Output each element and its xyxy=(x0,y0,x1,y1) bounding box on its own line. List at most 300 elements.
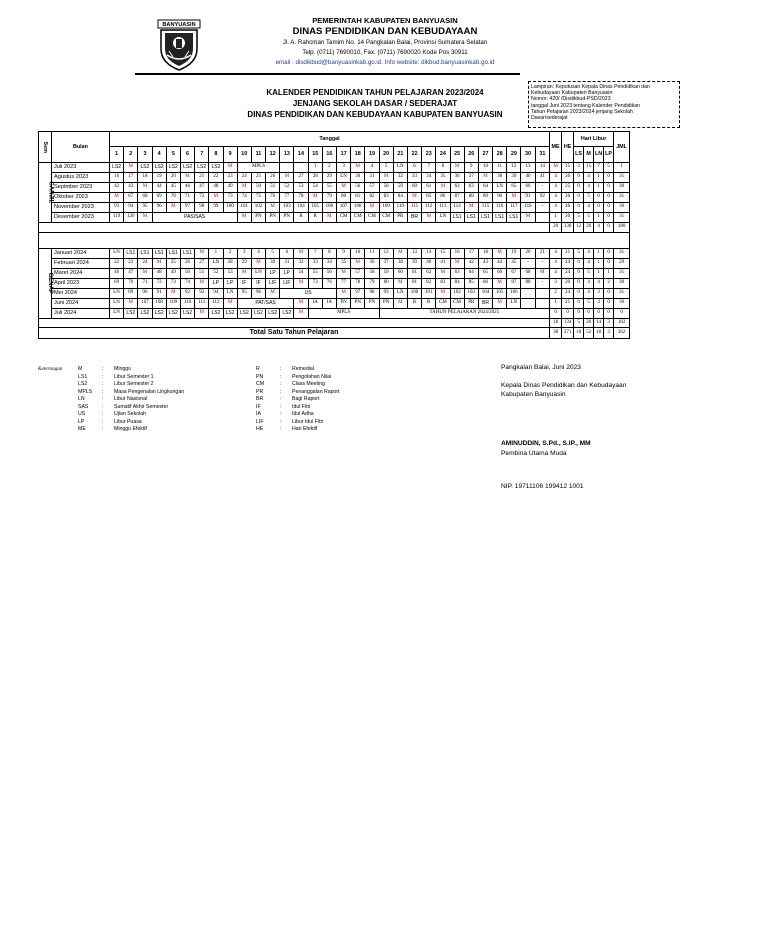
day-cell: M xyxy=(322,213,336,223)
day-cell: LS1 xyxy=(493,213,507,223)
day-cell: 108 xyxy=(152,298,166,308)
lp-value: 0 xyxy=(604,173,614,183)
legend-code: LS1 xyxy=(78,373,88,380)
day-cell: R xyxy=(308,213,322,223)
month-name: Agustus 2023 xyxy=(52,173,110,183)
day-cell: 18 xyxy=(478,248,492,258)
m-value: 4 xyxy=(584,173,594,183)
legend-desc: Pengolahan Nilai xyxy=(292,373,332,380)
day-cell: 115 xyxy=(478,203,492,213)
day-cell: 30 xyxy=(351,173,365,183)
legend-item xyxy=(78,381,184,389)
day-cell: 44 xyxy=(152,183,166,193)
day-cell: 16 xyxy=(450,248,464,258)
day-cell: LN xyxy=(493,183,507,193)
me-value: 4 xyxy=(550,268,562,278)
m-value: 4 xyxy=(584,278,594,288)
me-value: 4 xyxy=(550,203,562,213)
day-cell: 79 xyxy=(365,278,379,288)
day-cell: M xyxy=(436,183,450,193)
day-cell: BR xyxy=(407,213,421,223)
day-cell: 55 xyxy=(322,183,336,193)
header-divider xyxy=(135,73,520,75)
day-cell: 13 xyxy=(521,163,535,173)
day-header: 25 xyxy=(450,147,464,163)
legend-code: BR xyxy=(256,396,264,402)
day-cell: 22 xyxy=(110,258,124,268)
legend-sep: : xyxy=(280,388,282,395)
day-cell: LN xyxy=(507,298,521,308)
day-cell: LS2 xyxy=(237,308,251,318)
day-cell: 80 xyxy=(379,278,393,288)
jml-value: 30 xyxy=(614,278,630,288)
day-cell: 111 xyxy=(407,203,421,213)
year-total-lp: 3 xyxy=(604,328,614,339)
ls-value: 0 xyxy=(574,268,584,278)
legend-code: M xyxy=(78,366,83,372)
legend-item xyxy=(78,366,184,374)
legend-sep: : xyxy=(102,418,104,425)
m-value: 5 xyxy=(584,193,594,203)
month-row xyxy=(39,183,630,193)
day-cell: 99 xyxy=(379,288,393,298)
spacer-cell xyxy=(39,232,630,248)
signer-name: AMINUDDIN, S.Pd., S.IP., MM xyxy=(501,440,591,447)
day-cell: 5 xyxy=(266,248,280,258)
day-cell: PR xyxy=(393,213,407,223)
day-cell: PAT/SAS xyxy=(237,298,294,308)
total-he: 138 xyxy=(562,223,574,233)
lampiran-box xyxy=(528,81,680,128)
day-cell: MPLS xyxy=(237,163,280,173)
total-jml: 180 xyxy=(614,223,630,233)
day-cell: M xyxy=(138,213,152,223)
day-cell: 74 xyxy=(237,193,251,203)
legend-item xyxy=(256,396,340,404)
place-date: Pangkalan Balai, Juni 2023 xyxy=(501,364,581,371)
day-cell: M xyxy=(493,298,507,308)
ln-value: 1 xyxy=(594,173,604,183)
m-value: 4 xyxy=(584,183,594,193)
month-row xyxy=(39,248,630,258)
legend-code: CM xyxy=(256,381,265,387)
jml-value: 30 xyxy=(614,298,630,308)
day-cell: LS2 xyxy=(195,163,209,173)
day-cell: 60 xyxy=(407,183,421,193)
year-total-row xyxy=(39,328,630,339)
day-cell: CM xyxy=(450,298,464,308)
day-cell: 89 xyxy=(124,288,138,298)
legend-desc: Idul Fitri xyxy=(292,403,311,410)
day-cell: 26 xyxy=(266,173,280,183)
day-cell: 23 xyxy=(223,173,237,183)
day-cell: LS2 xyxy=(209,163,223,173)
total-he: 134 xyxy=(562,318,574,328)
day-cell: 88 xyxy=(464,193,478,203)
day-cell: 52 xyxy=(280,183,294,193)
lampiran-line: Tahun Pelajaran 2023/2024 jenjang Sekolah xyxy=(531,108,633,115)
day-cell: LS1 xyxy=(180,248,194,258)
day-cell: LS2 xyxy=(223,308,237,318)
day-cell: 31 xyxy=(280,258,294,268)
legend-sep: : xyxy=(280,373,282,380)
day-cell: 42 xyxy=(464,258,478,268)
day-cell: 94 xyxy=(209,288,223,298)
legend-sep: : xyxy=(102,366,104,372)
day-cell: 93 xyxy=(110,203,124,213)
day-cell: 2 xyxy=(322,163,336,173)
day-header: 2 xyxy=(124,147,138,163)
me-value: 4 xyxy=(550,183,562,193)
month-row xyxy=(39,288,630,298)
day-cell: 86 xyxy=(436,193,450,203)
day-cell: 6 xyxy=(280,248,294,258)
day-cell: BR xyxy=(478,298,492,308)
day-cell: 117 xyxy=(507,203,521,213)
month-row xyxy=(39,298,630,308)
day-cell: M xyxy=(337,268,351,278)
day-header: 1 xyxy=(110,147,124,163)
day-cell: 41 xyxy=(535,173,549,183)
legend-code: IF xyxy=(256,403,261,410)
ln-value: 1 xyxy=(594,248,604,258)
legend-desc: Penanggalan Raport xyxy=(292,388,340,395)
legend-code: LIF xyxy=(256,418,264,425)
day-cell: 56 xyxy=(322,268,336,278)
day-cell: 8 xyxy=(436,163,450,173)
day-cell: LS2 xyxy=(209,308,223,318)
legend-sep: : xyxy=(280,426,282,432)
day-cell: 106 xyxy=(322,203,336,213)
signer-nip: NIP. 19711106 199412 1001 xyxy=(501,483,584,490)
day-cell: M xyxy=(351,258,365,268)
ln-value: 1 xyxy=(594,258,604,268)
day-cell: LS1 xyxy=(507,213,521,223)
day-cell: 69 xyxy=(152,193,166,203)
day-header: 21 xyxy=(393,147,407,163)
day-cell: M xyxy=(365,203,379,213)
day-cell: 103 xyxy=(280,203,294,213)
legend-item xyxy=(78,411,184,419)
ls-value: 0 xyxy=(574,193,584,203)
day-cell: 14 xyxy=(535,163,549,173)
semester-text: GANJIL xyxy=(47,181,54,204)
day-cell: 36 xyxy=(365,258,379,268)
day-cell: 106 xyxy=(507,288,521,298)
day-cell: 48 xyxy=(209,183,223,193)
ls-value: 7 xyxy=(594,163,604,173)
day-cell: 33 xyxy=(407,173,421,183)
total-spacer xyxy=(39,318,550,328)
day-cell: M xyxy=(450,163,464,173)
legend-item xyxy=(78,404,184,412)
day-cell: 83 xyxy=(436,278,450,288)
day-cell: 84 xyxy=(393,193,407,203)
day-cell: 15 xyxy=(562,163,574,173)
day-cell: M xyxy=(464,203,478,213)
address-line: Jl. A. Rahcman Tamim No. 14 Pangkalan Balai, Provinsi Sumatera Selatan xyxy=(282,39,488,46)
year-total-m: 52 xyxy=(584,328,594,339)
lp-header: LP xyxy=(604,147,614,163)
legend-desc: Minggu Efektif xyxy=(114,426,147,432)
day-cell: 90 xyxy=(493,193,507,203)
lp-value: 0 xyxy=(604,308,614,318)
day-header: 3 xyxy=(138,147,152,163)
day-cell: M xyxy=(436,288,450,298)
day-cell: 70 xyxy=(124,278,138,288)
day-cell: LS2 xyxy=(152,163,166,173)
year-total-he: 271 xyxy=(562,328,574,339)
day-cell: 6 xyxy=(407,163,421,173)
day-cell: 112 xyxy=(209,298,223,308)
calendar-title-1: KALENDER PENDIDIKAN TAHUN PELAJARAN 2023/2024 xyxy=(266,88,484,97)
day-cell: 104 xyxy=(294,203,308,213)
legend-code: SAS xyxy=(78,403,89,410)
month-name: Maret 2024 xyxy=(52,268,110,278)
legend-code: IA xyxy=(256,411,261,417)
ln-value: 1 xyxy=(614,163,630,173)
jml-value: 31 xyxy=(614,193,630,203)
legend-sep: : xyxy=(102,403,104,410)
legend-code: LS2 xyxy=(78,381,88,387)
day-cell: 77 xyxy=(280,193,294,203)
day-cell: M xyxy=(266,288,280,298)
day-cell: 67 xyxy=(124,193,138,203)
day-cell: M xyxy=(337,288,351,298)
day-cell: 84 xyxy=(450,278,464,288)
day-cell: 22 xyxy=(209,173,223,183)
day-cell: 35 xyxy=(337,258,351,268)
day-cell: 28 xyxy=(308,173,322,183)
day-cell: 31 xyxy=(365,173,379,183)
spacer-row xyxy=(39,232,630,248)
day-cell: 16 xyxy=(110,173,124,183)
lp-value: 0 xyxy=(604,183,614,193)
phone-line: Telp. (0711) 7690010, Fax. (0711) 7690020 Kode Pos 30911 xyxy=(302,49,468,56)
day-header: 6 xyxy=(180,147,194,163)
he-value: 20 xyxy=(562,213,574,223)
day-cell: LP xyxy=(209,278,223,288)
day-cell: 46 xyxy=(180,183,194,193)
month-row xyxy=(39,278,630,288)
legend-item xyxy=(78,419,184,427)
day-cell: 61 xyxy=(422,183,436,193)
ls-value: 0 xyxy=(574,173,584,183)
day-cell xyxy=(521,288,535,298)
m-header: M xyxy=(584,147,594,163)
day-header: 31 xyxy=(535,147,549,163)
day-cell: 104 xyxy=(478,288,492,298)
day-header: 22 xyxy=(407,147,421,163)
day-cell: 107 xyxy=(138,298,152,308)
day-header: 20 xyxy=(379,147,393,163)
day-cell xyxy=(280,163,294,173)
legend-sep: : xyxy=(102,373,104,380)
day-cell: 3 xyxy=(337,163,351,173)
day-cell: 54 xyxy=(308,183,322,193)
day-cell: IA xyxy=(322,298,336,308)
day-cell: 102 xyxy=(450,288,464,298)
day-cell: LS2 xyxy=(110,163,124,173)
legend-desc: Ujian Sekolah xyxy=(114,411,147,417)
day-cell: 102 xyxy=(251,203,265,213)
day-cell: 91 xyxy=(152,288,166,298)
day-cell: LN xyxy=(110,248,124,258)
day-header: 8 xyxy=(209,147,223,163)
day-cell: 69 xyxy=(110,278,124,288)
day-header: 11 xyxy=(251,147,265,163)
day-cell: 29 xyxy=(237,258,251,268)
total-ls: 5 xyxy=(574,318,584,328)
lampiran-line: Dasar/sederajat xyxy=(531,115,568,122)
ln-header: LN xyxy=(594,147,604,163)
signer-role-1: Kepala Dinas Pendidikan dan Kebudayaan xyxy=(501,382,627,389)
day-cell: 96 xyxy=(251,288,265,298)
lp-value: 0 xyxy=(604,203,614,213)
legend-sep: : xyxy=(102,381,104,387)
day-cell: 49 xyxy=(166,268,180,278)
day-cell: 54 xyxy=(294,268,308,278)
m-value: 0 xyxy=(584,308,594,318)
day-cell: LS1 xyxy=(138,248,152,258)
lp-value: 0 xyxy=(604,248,614,258)
ls-value: 0 xyxy=(574,203,584,213)
me-value: 4 xyxy=(550,193,562,203)
day-cell: LN xyxy=(393,288,407,298)
day-cell: 77 xyxy=(337,278,351,288)
day-cell: 64 xyxy=(464,268,478,278)
day-cell: 63 xyxy=(450,268,464,278)
day-cell: 20 xyxy=(166,173,180,183)
gov-name: PEMERINTAH KABUPATEN BANYUASIN xyxy=(312,16,458,25)
day-cell: 100 xyxy=(223,203,237,213)
day-cell xyxy=(521,298,535,308)
legend-item xyxy=(256,411,340,419)
legend-code: PN xyxy=(256,373,264,380)
day-cell: 21 xyxy=(535,248,549,258)
total-lp: 3 xyxy=(604,318,614,328)
day-cell: 19 xyxy=(152,173,166,183)
day-cell: LP xyxy=(266,268,280,278)
total-spacer xyxy=(39,223,550,233)
email-line: email : disdikbud@banyuasinkab.go.id. Info website: dikbud.banyuasinkab.go.id xyxy=(275,59,495,66)
day-header: 19 xyxy=(365,147,379,163)
semester-label xyxy=(39,248,52,318)
day-cell: 58 xyxy=(365,268,379,278)
legend-desc: Libur Nasional xyxy=(114,396,148,402)
day-cell: 50 xyxy=(251,183,265,193)
day-cell: 33 xyxy=(308,258,322,268)
day-cell: 47 xyxy=(124,268,138,278)
day-cell: M xyxy=(393,278,407,288)
hari-libur-header: Hari Libur xyxy=(574,132,614,147)
day-cell: 72 xyxy=(195,193,209,203)
ls-value: 0 xyxy=(574,298,584,308)
he-value: 21 xyxy=(562,248,574,258)
total-ln: 4 xyxy=(594,223,604,233)
day-cell: LN xyxy=(393,163,407,173)
total-m: 26 xyxy=(584,223,594,233)
day-cell: LS2 xyxy=(138,308,152,318)
day-cell: LS1 xyxy=(450,213,464,223)
jml-value: 31 xyxy=(614,268,630,278)
he-value: 20 xyxy=(562,278,574,288)
day-cell: LS2 xyxy=(152,308,166,318)
day-cell: 36 xyxy=(450,173,464,183)
day-cell: 65 xyxy=(507,183,521,193)
day-cell: 63 xyxy=(464,183,478,193)
me-value: 1 xyxy=(550,298,562,308)
ls-value: 0 xyxy=(574,258,584,268)
day-cell: 9 xyxy=(464,163,478,173)
day-header: 12 xyxy=(266,147,280,163)
day-cell: - xyxy=(535,203,549,213)
he-value: 24 xyxy=(562,288,574,298)
day-cell: 113 xyxy=(436,203,450,213)
day-cell: 10 xyxy=(478,163,492,173)
day-cell: LN xyxy=(223,288,237,298)
day-cell: LS2 xyxy=(180,308,194,318)
day-cell xyxy=(535,298,549,308)
day-cell: 73 xyxy=(166,278,180,288)
day-cell: LS1 xyxy=(464,213,478,223)
day-cell: PN xyxy=(365,298,379,308)
day-cell: CM xyxy=(337,213,351,223)
legend-desc: Sumatif Akhir Semester xyxy=(114,403,169,410)
day-cell: IA xyxy=(308,298,322,308)
legend-desc: Libur Idul Fitri xyxy=(292,418,324,425)
m-value: 5 xyxy=(584,213,594,223)
he-value: 26 xyxy=(562,193,574,203)
day-cell: 12 xyxy=(379,248,393,258)
day-cell: 72 xyxy=(152,278,166,288)
total-row xyxy=(39,318,630,328)
day-cell xyxy=(294,163,308,173)
day-cell: 57 xyxy=(351,268,365,278)
me-value: 0 xyxy=(550,308,562,318)
day-cell: PN xyxy=(251,213,265,223)
m-value: 4 xyxy=(584,288,594,298)
jml-value: 31 xyxy=(614,248,630,258)
legend-item xyxy=(78,389,184,397)
legend-sep: : xyxy=(102,388,104,395)
day-cell: 11 xyxy=(365,248,379,258)
me-header: ME xyxy=(550,132,562,163)
day-cell: 66 xyxy=(521,183,535,193)
day-cell: 85 xyxy=(464,278,478,288)
day-cell: M xyxy=(251,258,265,268)
month-row xyxy=(39,213,630,223)
lampiran-line: Kebudayaan Kabupaten Banyuasin xyxy=(531,90,613,97)
jml-value: 30 xyxy=(614,183,630,193)
day-header: 15 xyxy=(308,147,322,163)
he-value: 24 xyxy=(562,268,574,278)
he-value: 0 xyxy=(562,308,574,318)
day-cell: LIF xyxy=(266,278,280,288)
day-cell: M xyxy=(180,173,194,183)
day-cell: M xyxy=(493,248,507,258)
legend-item xyxy=(256,404,340,412)
day-cell: 109 xyxy=(379,203,393,213)
day-cell: 82 xyxy=(422,278,436,288)
day-cell: 24 xyxy=(237,173,251,183)
day-header: 14 xyxy=(294,147,308,163)
legend-sep: : xyxy=(280,381,282,387)
day-cell: 55 xyxy=(308,268,322,278)
day-cell: 25 xyxy=(166,258,180,268)
day-cell: 51 xyxy=(266,183,280,193)
day-cell: LN xyxy=(110,298,124,308)
